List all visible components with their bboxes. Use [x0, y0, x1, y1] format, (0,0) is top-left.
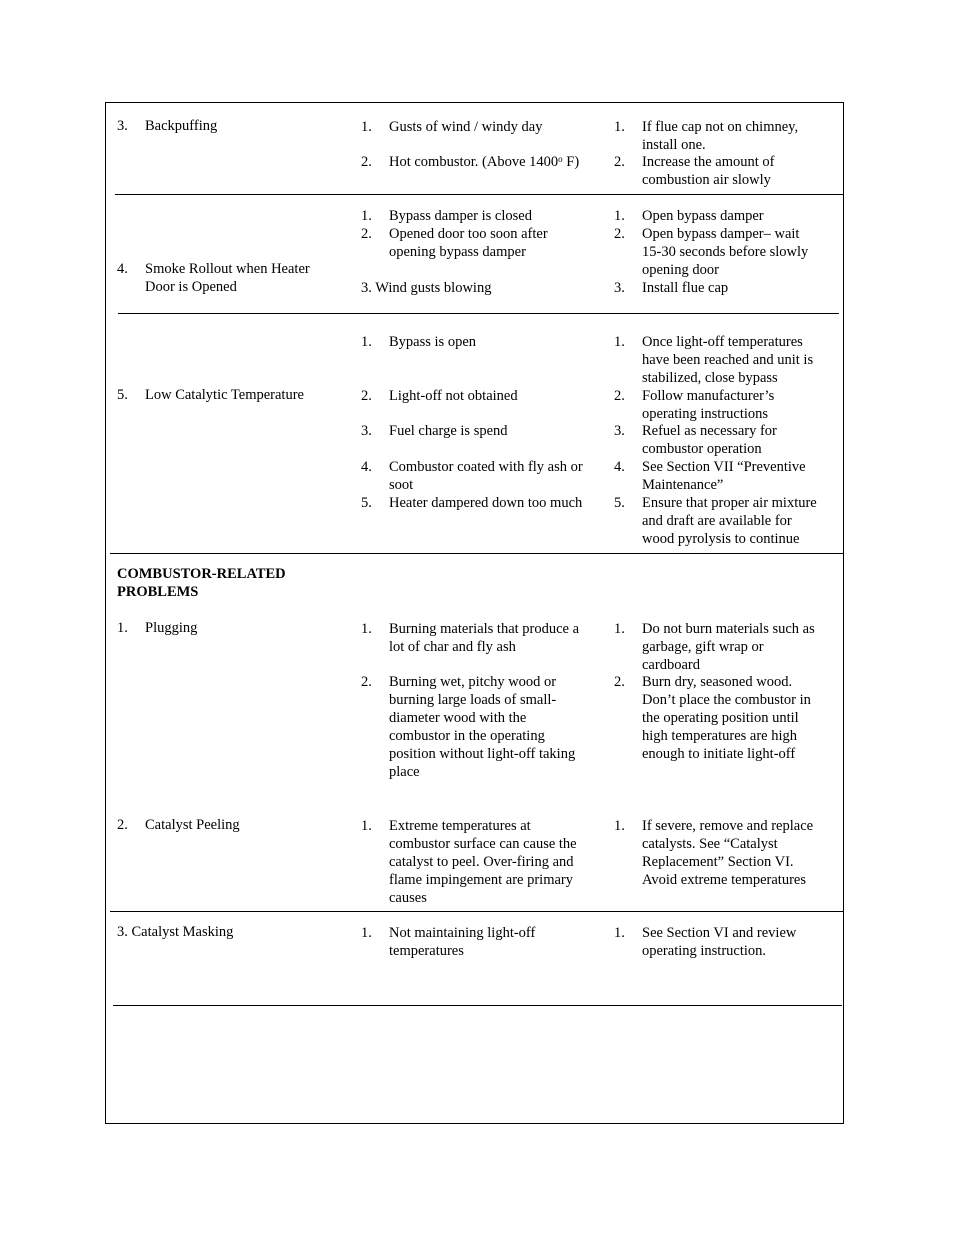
solution-text: Avoid extreme temperatures [642, 872, 806, 888]
problem-label: Catalyst Peeling [145, 817, 240, 833]
solution-number: 3. [614, 423, 625, 439]
solution-text: cardboard [642, 657, 700, 673]
solution-text: Replacement” Section VI. [642, 854, 794, 870]
cause-number: 1. [361, 119, 372, 135]
solution-number: 1. [614, 818, 625, 834]
cause-number: 1. [361, 621, 372, 637]
cause-number: 1. [361, 925, 372, 941]
cause-text: lot of char and fly ash [389, 639, 516, 655]
solution-text: If severe, remove and replace [642, 818, 814, 834]
problem-number: 2. [117, 817, 128, 833]
cause-text: opening bypass damper [389, 244, 526, 260]
solution-text: Once light-off temperatures [642, 334, 803, 350]
cause-number: 2. [361, 226, 372, 242]
cause-text: catalyst to peel. Over-firing and [389, 854, 574, 870]
solution-text: Install flue cap [642, 280, 729, 296]
row-divider [113, 1005, 842, 1006]
problem-label: Door is Opened [145, 279, 237, 295]
cause-number: 2. [361, 674, 372, 690]
solution-number: 4. [614, 459, 625, 475]
section-heading-line: PROBLEMS [117, 584, 199, 600]
solution-text: catalysts. See “Catalyst [642, 836, 778, 852]
cause-number: 1. [361, 334, 372, 350]
cause-text: causes [389, 890, 427, 906]
cause-text: Bypass is open [389, 334, 476, 350]
cause-text: Bypass damper is closed [389, 208, 532, 224]
problem-label: Backpuffing [145, 118, 218, 134]
solution-text: combustion air slowly [642, 172, 771, 188]
solution-text: Open bypass damper [642, 208, 764, 224]
solution-text: Increase the amount of [642, 154, 775, 170]
solution-text: Ensure that proper air mixture [642, 495, 817, 511]
solution-number: 1. [614, 334, 625, 350]
cause-text: 3. Wind gusts blowing [361, 280, 492, 296]
cause-number: 2. [361, 154, 372, 170]
section-heading-line: COMBUSTOR-RELATED [117, 566, 286, 582]
solution-number: 1. [614, 925, 625, 941]
cause-text: Hot combustor. (Above 1400$^o$ F) [389, 154, 580, 170]
solution-number: 1. [614, 119, 625, 135]
cause-text: temperatures [389, 943, 464, 959]
problem-label: Low Catalytic Temperature [145, 387, 304, 403]
solution-text: Maintenance” [642, 477, 724, 493]
solution-text: Burn dry, seasoned wood. [642, 674, 793, 690]
cause-text: Gusts of wind / windy day [389, 119, 543, 135]
cause-text: position without light-off taking [389, 746, 576, 762]
solution-text: wood pyrolysis to continue [642, 531, 800, 547]
cause-text: burning large loads of small- [389, 692, 557, 708]
solution-text: See Section VI and review [642, 925, 797, 941]
solution-number: 2. [614, 226, 625, 242]
solution-text: garbage, gift wrap or [642, 639, 764, 655]
solution-text: the operating position until [642, 710, 799, 726]
solution-text: Don’t place the combustor in [642, 692, 811, 708]
solution-text: See Section VII “Preventive [642, 459, 806, 475]
solution-text: 15-30 seconds before slowly [642, 244, 809, 260]
row-divider [118, 313, 839, 314]
cause-number: 1. [361, 818, 372, 834]
solution-number: 2. [614, 388, 625, 404]
solution-number: 5. [614, 495, 625, 511]
solution-number: 2. [614, 674, 625, 690]
solution-text: Follow manufacturer’s [642, 388, 775, 404]
problem-label: Smoke Rollout when Heater [145, 261, 310, 277]
problem-number: 5. [117, 387, 128, 403]
cause-text: Not maintaining light-off [389, 925, 536, 941]
cause-text: combustor in the operating [389, 728, 545, 744]
problem-label: 3. Catalyst Masking [117, 924, 234, 940]
solution-number: 1. [614, 621, 625, 637]
solution-text: install one. [642, 137, 706, 153]
solution-text: Open bypass damper– wait [642, 226, 800, 242]
cause-text: soot [389, 477, 414, 493]
solution-number: 3. [614, 280, 625, 296]
solution-number: 2. [614, 154, 625, 170]
cause-number: 4. [361, 459, 372, 475]
problem-number: 3. [117, 118, 128, 134]
problem-number: 1. [117, 620, 128, 636]
solution-number: 1. [614, 208, 625, 224]
cause-text: Opened door too soon after [389, 226, 548, 242]
cause-text: diameter wood with the [389, 710, 527, 726]
solution-text: operating instruction. [642, 943, 767, 959]
cause-text: Heater dampered down too much [389, 495, 583, 511]
cause-text: Burning wet, pitchy wood or [389, 674, 557, 690]
cause-text: Extreme temperatures at [389, 818, 531, 834]
solution-text: and draft are available for [642, 513, 792, 529]
solution-text: operating instructions [642, 406, 769, 422]
row-divider [110, 553, 844, 554]
row-divider [110, 911, 844, 912]
solution-text: have been reached and unit is [642, 352, 814, 368]
solution-text: high temperatures are high [642, 728, 798, 744]
solution-text: enough to initiate light-off [642, 746, 796, 762]
solution-text: Refuel as necessary for [642, 423, 777, 439]
cause-number: 2. [361, 388, 372, 404]
cause-text: Burning materials that produce a [389, 621, 580, 637]
solution-text: If flue cap not on chimney, [642, 119, 799, 135]
row-divider [115, 194, 844, 195]
cause-text: combustor surface can cause the [389, 836, 577, 852]
solution-text: Do not burn materials such as [642, 621, 815, 637]
cause-text: place [389, 764, 420, 780]
cause-number: 5. [361, 495, 372, 511]
cause-text: Combustor coated with fly ash or [389, 459, 583, 475]
solution-text: combustor operation [642, 441, 762, 457]
cause-text: flame impingement are primary [389, 872, 573, 888]
cause-number: 3. [361, 423, 372, 439]
cause-text: Fuel charge is spend [389, 423, 508, 439]
solution-text: stabilized, close bypass [642, 370, 778, 386]
problem-number: 4. [117, 261, 128, 277]
cause-number: 1. [361, 208, 372, 224]
problem-label: Plugging [145, 620, 198, 636]
solution-text: opening door [642, 262, 719, 278]
cause-text: Light-off not obtained [389, 388, 518, 404]
